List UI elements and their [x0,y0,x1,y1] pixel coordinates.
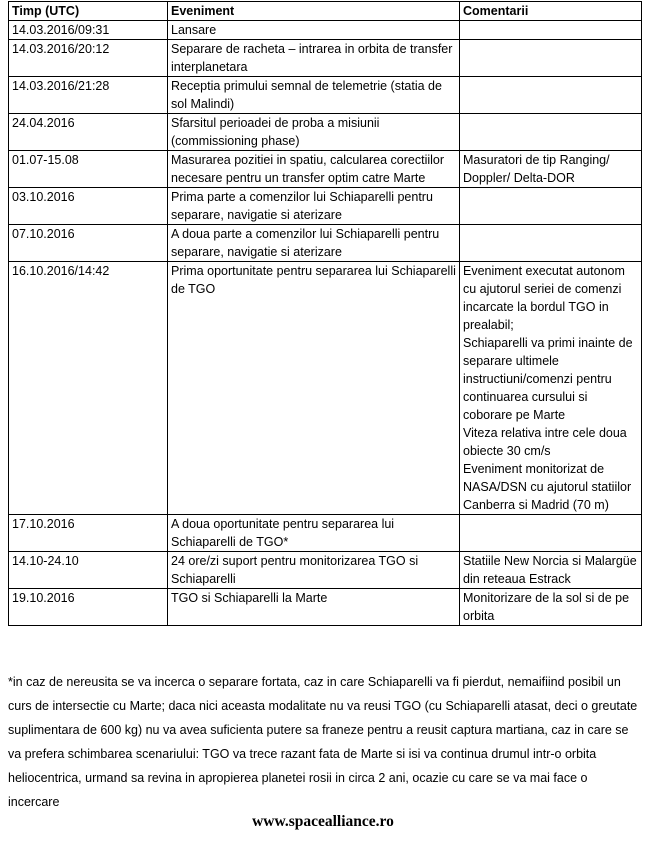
comment-line: Viteza relativa intre cele doua obiecte 30 cm/s [463,426,627,458]
comment-line: Schiaparelli va primi inainte de separare ultimele instructiuni/comenzi pentru continuarea cursului si coborare pe Marte [463,336,633,422]
comment-cell [460,515,642,552]
table-row [9,114,642,151]
comment-line: Masuratori de tip Ranging/ Doppler/ Delta-DOR [463,153,610,185]
time-cell: 03.10.2016 [9,188,168,225]
event-cell: Prima parte a comenzilor lui Schiaparelli pentru separare, navigatie si aterizare [168,188,460,225]
comment-line: Eveniment executat autonom cu ajutorul seriei de comenzi incarcate la bordul TGO in prealabil; [463,264,625,332]
comment-cell [460,262,642,515]
time-cell: 16.10.2016/14:42 [9,262,168,515]
table-row [9,589,642,626]
comment-cell [460,188,642,225]
table-row [9,515,642,552]
table-header-row [9,2,642,21]
comment-line: Eveniment monitorizat de NASA/DSN cu ajutorul statiilor Canberra si Madrid (70 m) [463,462,632,512]
table-row [9,188,642,225]
event-cell: A doua oportunitate pentru separarea lui Schiaparelli de TGO* [168,515,460,552]
event-cell: Separare de racheta – intrarea in orbita de transfer interplanetara [168,40,460,77]
comment-cell [460,589,642,626]
event-cell: Lansare [168,21,460,40]
header-event: Eveniment [168,2,460,21]
time-cell: 01.07-15.08 [9,151,168,188]
time-cell: 14.03.2016/20:12 [9,40,168,77]
table-row [9,262,642,515]
website-url: www.spacealliance.ro [252,813,394,830]
event-cell: Sfarsitul perioadei de proba a misiunii (commissioning phase) [168,114,460,151]
event-cell: 24 ore/zi suport pentru monitorizarea TGO si Schiaparelli [168,552,460,589]
header-time: Timp (UTC) [9,2,168,21]
comment-line: Statiile New Norcia si Malargüe din reteaua Estrack [463,554,637,586]
time-cell: 17.10.2016 [9,515,168,552]
comment-cell [460,552,642,589]
table-row [9,77,642,114]
time-cell: 07.10.2016 [9,225,168,262]
footnote: *in caz de nereusita se va incerca o separare fortata, caz in care Schiaparelli va fi pierdut, nemaifiind posibil un curs de intersectie cu Marte; daca nici aceasta modalitate nu va reusi TGO (cu Schiaparelli atasat, deci o greutate suplimentara de 600 kg) nu va avea suficienta putere sa franeze pentru a reusit captura martiana, caz in care se va prefera schimbarea scenariului: TGO va trece razant fata de Marte si isi va continua drumul intr-o orbita heliocentrica, urmand sa revina in apropierea planetei rosii in circa 2 ani, ocazie cu care se va mai face o incercare [8,675,638,809]
event-cell: Receptia primului semnal de telemetrie (statia de sol Malindi) [168,77,460,114]
comment-line: Monitorizare de la sol si de pe orbita [463,591,630,623]
event-cell: Prima oportunitate pentru separarea lui Schiaparelli de TGO [168,262,460,515]
mission-timeline-table [8,1,642,626]
comment-cell [460,225,642,262]
comment-cell [460,114,642,151]
time-cell: 24.04.2016 [9,114,168,151]
time-cell: 14.03.2016/09:31 [9,21,168,40]
time-cell: 14.03.2016/21:28 [9,77,168,114]
table-row [9,40,642,77]
table-row [9,21,642,40]
comment-cell [460,21,642,40]
event-cell: Masurarea pozitiei in spatiu, calcularea corectiilor necesare pentru un transfer optim catre Marte [168,151,460,188]
event-cell: A doua parte a comenzilor lui Schiaparelli pentru separare, navigatie si aterizare [168,225,460,262]
comment-cell [460,77,642,114]
time-cell: 14.10-24.10 [9,552,168,589]
header-comments: Comentarii [460,2,642,21]
table-row [9,151,642,188]
comment-cell [460,151,642,188]
time-cell: 19.10.2016 [9,589,168,626]
event-cell: TGO si Schiaparelli la Marte [168,589,460,626]
comment-cell [460,40,642,77]
table-row [9,225,642,262]
table-row [9,552,642,589]
